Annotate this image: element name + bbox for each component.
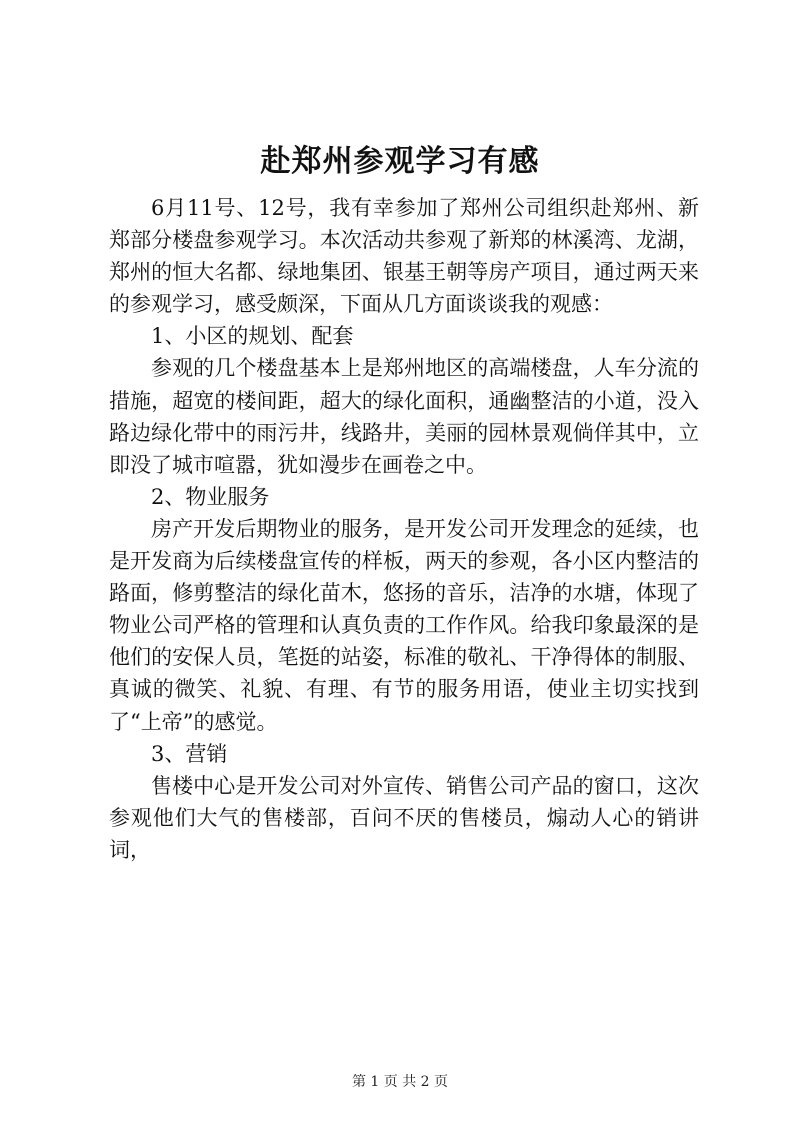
page-footer: 第 1 页 共 2 页: [351, 1074, 449, 1090]
document-body: [109, 192, 699, 866]
paragraph-planning: 参观的几个楼盘基本上是郑州地区的高端楼盘，人车分流的措施，超宽的楼间距，超大的绿化面积，通幽整洁的小道，没入路边绿化带中的雨污井，线路井，美丽的园林景观倘佯其中，立即没了城市喧嚣，犹如漫步在画卷之中。: [109, 356, 699, 477]
section-heading-planning: 1、小区的规划、配套: [151, 324, 354, 349]
document-title: 赴郑州参观学习有感: [260, 144, 540, 179]
section-heading-marketing: 3、营销: [151, 741, 228, 766]
paragraph-marketing: 售楼中心是开发公司对外宣传、销售公司产品的窗口，这次参观他们大气的售楼部，百问不厌的售楼员，煽动人心的销讲词，: [109, 773, 699, 862]
section-heading-property-service: 2、物业服务: [151, 484, 270, 509]
paragraph-property-service: 房产开发后期物业的服务，是开发公司开发理念的延续，也是开发商为后续楼盘宣传的样板，两天的参观，各小区内整洁的路面，修剪整洁的绿化苗木，悠扬的音乐，洁净的水塘，体现了物业公司严格的管理和认真负责的工作作风。给我印象最深的是他们的安保人员，笔挺的站姿，标准的敬礼、干净得体的制服、真诚的微笑、礼貌、有理、有节的服务用语，使业主切实找到了“上帝”的感觉。: [109, 516, 699, 734]
paragraph-intro: 6月11号、12号，我有幸参加了郑州公司组织赴郑州、新郑部分楼盘参观学习。本次活动共参观了新郑的林溪湾、龙湖，郑州的恒大名都、绿地集团、银基王朝等房产项目，通过两天来的参观学习，感受颇深，下面从几方面谈谈我的观感：: [109, 196, 699, 317]
